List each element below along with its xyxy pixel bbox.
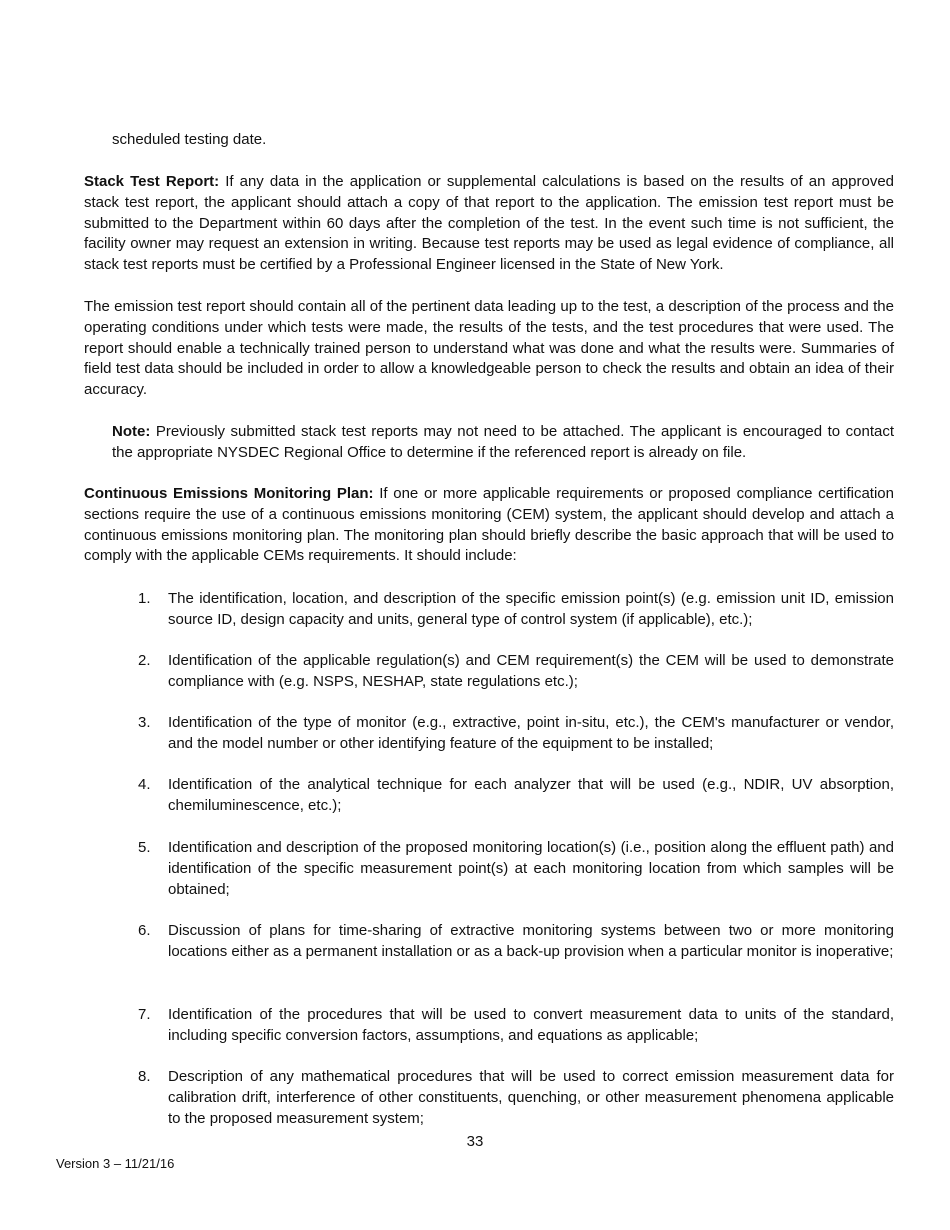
note-body: Previously submitted stack test reports may not need to be attached. The applicant is encouraged to contact the appropriate NYSDEC Regional Office to determine if the referenced report is already on file. <box>112 423 894 461</box>
cem-plan-body: If one or more applicable requirements or proposed compliance certification sections require the use of a continuous emissions monitoring (CEM) system, the applicant should develop and attach a continuous emissions monitoring plan. The monitoring plan should briefly describe the basic approach that will be used to comply with the applicable CEMs requirements. It should include: <box>84 485 894 565</box>
cem-plan-heading: Continuous Emissions Monitoring Plan: <box>84 485 374 502</box>
list-item-number: 4. <box>138 776 151 793</box>
list-item-number: 3. <box>138 714 151 731</box>
version-footer: Version 3 – 11/21/16 <box>56 1156 175 1171</box>
continuation-text: scheduled testing date. <box>112 131 267 148</box>
emission-test-report-paragraph: The emission test report should contain all of the pertinent data leading up to the test, a description of the process and the operating conditions under which tests were made, the results of the tests, and the test procedures that were used. The report should enable a technically trained person to understand what was done and what the results were. Summaries of field test data should be included in order to allow a knowledgeable person to check the results and obtain an idea of their accuracy. <box>84 298 894 399</box>
list-item <box>138 1067 894 1129</box>
list-item-text: Description of any mathematical procedures that will be used to correct emission measurement data for calibration drift, interference of other constituents, quenching, or other measurement phenomena applicable to the proposed measurement system; <box>168 1068 894 1127</box>
stack-test-report-heading: Stack Test Report: <box>84 173 220 190</box>
list-item-text: Identification of the applicable regulation(s) and CEM requirement(s) the CEM will be used to demonstrate compliance with (e.g. NSPS, NESHAP, state regulations etc.); <box>168 652 894 690</box>
page-number: 33 <box>466 1133 484 1150</box>
list-item-text: Discussion of plans for time-sharing of extractive monitoring systems between two or more monitoring locations either as a permanent installation or as a back-up provision when a particular monitor is inoperative; <box>168 922 894 960</box>
list-item-number: 1. <box>138 590 151 607</box>
list-item-text: Identification and description of the proposed monitoring location(s) (i.e., position along the effluent path) and identification of the specific measurement point(s) at each monitoring location from which samples will be obtained; <box>168 839 894 898</box>
list-item-text: The identification, location, and description of the specific emission point(s) (e.g. emission unit ID, emission source ID, design capacity and units, general type of control system (if applicable), etc.); <box>168 590 894 628</box>
list-item-number: 5. <box>138 839 151 856</box>
stack-test-report-paragraph <box>84 172 894 276</box>
list-item-number: 6. <box>138 922 151 939</box>
list-item <box>138 1005 894 1047</box>
note-heading: Note: <box>112 423 151 440</box>
list-item-number: 8. <box>138 1068 151 1085</box>
list-item-number: 2. <box>138 652 151 669</box>
list-item <box>138 921 894 963</box>
list-item <box>138 838 894 900</box>
list-item <box>138 651 894 693</box>
list-item <box>138 775 894 817</box>
list-item-text: Identification of the analytical technique for each analyzer that will be used (e.g., NDIR, UV absorption, chemiluminescence, etc.); <box>168 776 894 814</box>
note-paragraph <box>112 422 894 464</box>
list-item-text: Identification of the type of monitor (e.g., extractive, point in-situ, etc.), the CEM's manufacturer or vendor, and the model number or other identifying feature of the equipment to be installed; <box>168 714 894 752</box>
list-item <box>138 713 894 755</box>
list-item <box>138 589 894 631</box>
cem-plan-paragraph <box>84 484 894 567</box>
list-item-text: Identification of the procedures that will be used to convert measurement data to units of the standard, including specific conversion factors, assumptions, and equations as applicable; <box>168 1006 894 1044</box>
stack-test-report-body: If any data in the application or supplemental calculations is based on the results of an approved stack test report, the applicant should attach a copy of that report to the application. The emission test report must be submitted to the Department within 60 days after the completion of the test. In the event such time is not sufficient, the facility owner may request an extension in writing. Because test reports may be used as legal evidence of compliance, all stack test reports must be certified by a Professional Engineer licensed in the State of New York. <box>84 173 895 274</box>
list-item-number: 7. <box>138 1006 151 1023</box>
